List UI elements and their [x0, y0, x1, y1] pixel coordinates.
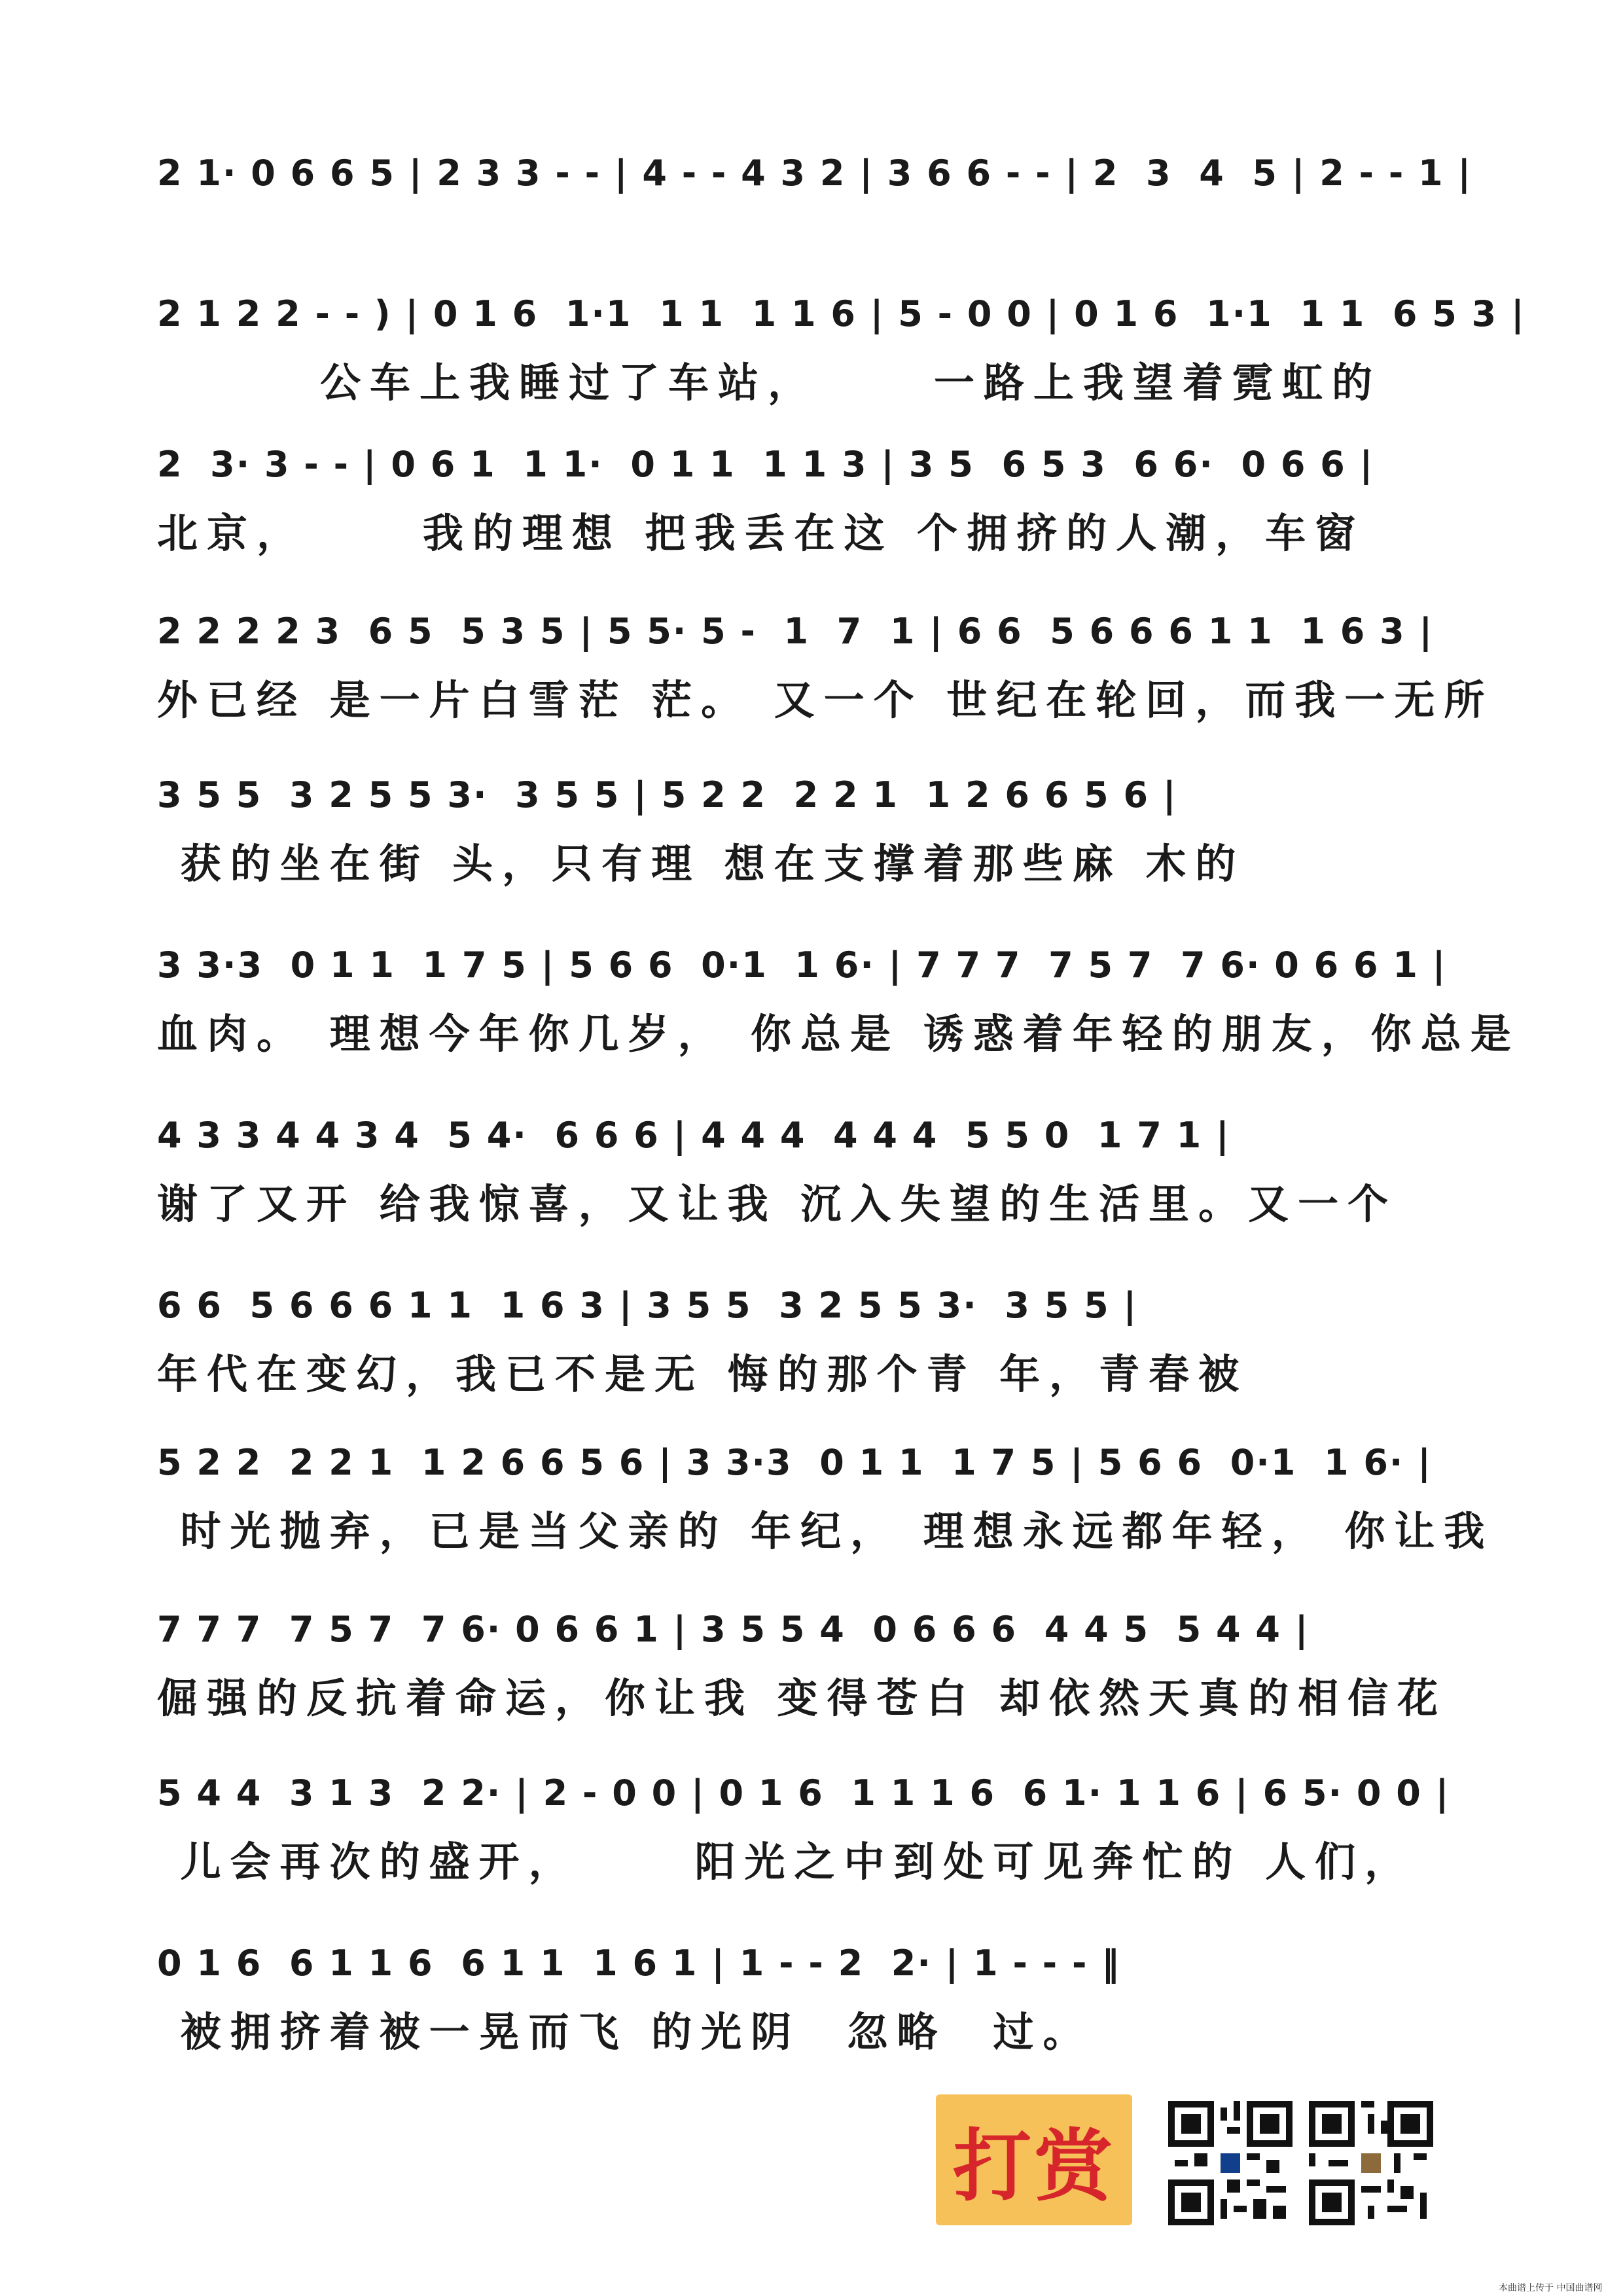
notation-line: 6 6 5 6 6 6 1 1 1 6 3 | 3 5 5 3 2 5 5 3· 3 5 5 |: [157, 1285, 1138, 1326]
lyrics-line: 谢了又开 给我惊喜，又让我 沉入失望的生活里。又一个: [157, 1180, 1398, 1228]
qr-code-icon: [1309, 2101, 1433, 2225]
reward-label: 打赏: [953, 2121, 1115, 2212]
notation-line: 3 5 5 3 2 5 5 3· 3 5 5 | 5 2 2 2 2 1 1 2 6 6 5 6 |: [157, 774, 1177, 816]
reward-button[interactable]: [936, 2094, 1132, 2225]
lyrics-line: 倔强的反抗着命运，你让我 变得苍白 却依然天真的相信花: [157, 1674, 1448, 1722]
lyrics-line: 年代在变幻，我已不是无 悔的那个青 年，青春被: [157, 1350, 1249, 1398]
qr-code-alipay: [1309, 2101, 1433, 2225]
lyrics-line: [157, 216, 1466, 268]
lyrics-line: 被拥挤着被一晃而飞 的光阴 忽略 过。: [157, 2008, 1093, 2056]
notation-line: 2 1 2 2 - - ) | 0 1 6 1·1 1 1 1 1 6 | 5 - 0 0 | 0 1 6 1·1 1 1 6 5 3 |: [157, 293, 1525, 334]
notation-line: 5 4 4 3 1 3 2 2· | 2 - 0 0 | 0 1 6 1 1 1 6 6 1· 1 1 6 | 6 5· 0 0 |: [157, 1772, 1450, 1814]
notation-line: 3 3·3 0 1 1 1 7 5 | 5 6 6 0·1 1 6· | 7 7 7 7 5 7 7 6· 0 6 6 1 |: [157, 944, 1447, 986]
notation-line: 2 1· 0 6 6 5 | 2 3 3 - - | 4 - - 4 3 2 | 3 6 6 - - | 2 3 4 5 | 2 - - 1 |: [157, 152, 1472, 194]
lyrics-line: 儿会再次的盛开， 阳光之中到处可见奔忙的 人们，: [157, 1838, 1415, 1886]
lyrics-line: 血肉。 理想今年你几岁， 你总是 诱惑着年轻的朋友，你总是: [157, 1010, 1520, 1058]
upload-source-note: 本曲谱上传于 中国曲谱网: [1499, 2283, 1603, 2293]
qr-code-icon: [1168, 2101, 1293, 2225]
notation-line: 4 3 3 4 4 3 4 5 4· 6 6 6 | 4 4 4 4 4 4 5 5 0 1 7 1 |: [157, 1115, 1230, 1156]
notation-line: 7 7 7 7 5 7 7 6· 0 6 6 1 | 3 5 5 4 0 6 6 6 4 4 5 5 4 4 |: [157, 1609, 1310, 1650]
lyrics-line: 时光抛弃，已是当父亲的 年纪， 理想永远都年轻， 你让我: [157, 1507, 1494, 1555]
notation-line: 0 1 6 6 1 1 6 6 1 1 1 6 1 | 1 - - 2 2· | 1 - - - ‖: [157, 1943, 1121, 1984]
notation-line: 2 3· 3 - - | 0 6 1 1 1· 0 1 1 1 1 3 | 3 5 6 5 3 6 6· 0 6 6 |: [157, 444, 1374, 485]
lyrics-line: 获的坐在街 头，只有理 想在支撑着那些麻 木的: [157, 840, 1245, 888]
lyrics-line: 公车上我睡过了车站， 一路上我望着霓虹的: [157, 359, 1382, 406]
lyrics-line: 外已经 是一片白雪茫 茫。 又一个 世纪在轮回，而我一无所: [157, 676, 1494, 724]
notation-line: 5 2 2 2 2 1 1 2 6 6 5 6 | 3 3·3 0 1 1 1 7 5 | 5 6 6 0·1 1 6· |: [157, 1442, 1432, 1483]
lyrics-line: 北京， 我的理想 把我丢在这 个拥挤的人潮，车窗: [157, 509, 1365, 557]
notation-line: 2 2 2 2 3 6 5 5 3 5 | 5 5· 5 - 1 7 1 | 6 6 5 6 6 6 1 1 1 6 3 |: [157, 611, 1434, 652]
qr-code-wechat: [1168, 2101, 1293, 2225]
